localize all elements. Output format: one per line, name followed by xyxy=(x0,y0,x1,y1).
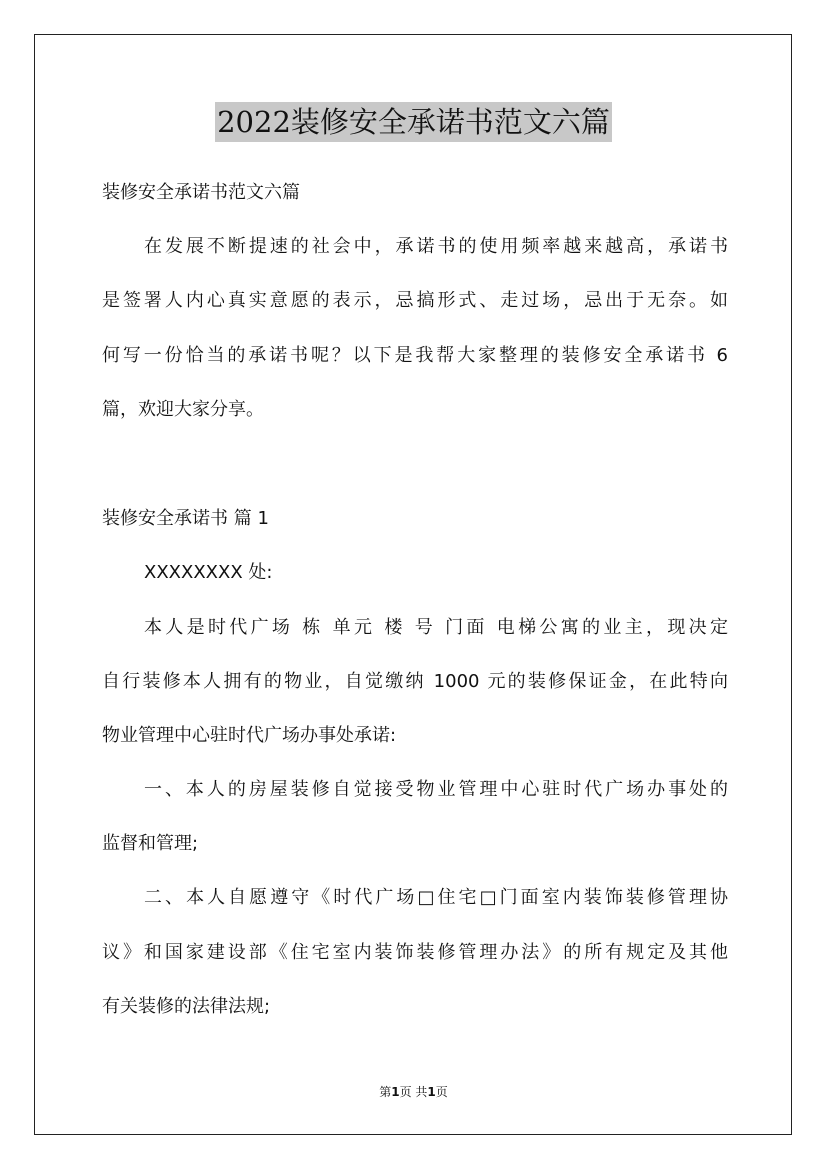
current-page-number: 1 xyxy=(391,1085,400,1099)
section-heading: 装修安全承诺书 篇 1 xyxy=(102,508,269,529)
intro-paragraph-line: 在发展不断提速的社会中，承诺书的使用频率越来越高，承诺书 xyxy=(144,236,728,257)
page-footer xyxy=(0,1083,827,1101)
list-item-line: 有关装修的法律法规; xyxy=(102,996,271,1017)
footer-suffix: 页 xyxy=(435,1085,448,1099)
total-page-number: 1 xyxy=(427,1085,436,1099)
list-item-line: 议》和国家建设部《住宅室内装饰装修管理办法》的所有规定及其他 xyxy=(102,942,728,963)
intro-paragraph-line: 篇，欢迎大家分享。 xyxy=(102,399,264,420)
title-area xyxy=(0,102,827,142)
list-item-line: 一、本人的房屋装修自觉接受物业管理中心驻时代广场办事处的 xyxy=(144,779,728,800)
intro-paragraph-line: 何写一份恰当的承诺书呢？以下是我帮大家整理的装修安全承诺书 6 xyxy=(102,345,728,366)
intro-paragraph-line: 是签署人内心真实意愿的表示，忌搞形式、走过场，忌出于无奈。如 xyxy=(102,290,728,311)
salutation: XXXXXXXX 处: xyxy=(144,562,273,583)
footer-mid: 页 共 xyxy=(399,1085,428,1099)
document-title: 2022装修安全承诺书范文六篇 xyxy=(215,102,612,142)
subtitle: 装修安全承诺书范文六篇 xyxy=(102,182,300,203)
footer-prefix: 第 xyxy=(379,1085,392,1099)
paragraph-line: 自行装修本人拥有的物业，自觉缴纳 1000 元的装修保证金，在此特向 xyxy=(102,671,728,692)
list-item-line: 二、本人自愿遵守《时代广场□住宅□门面室内装饰装修管理协 xyxy=(144,887,728,908)
paragraph-line: 本人是时代广场 栋 单元 楼 号 门面 电梯公寓的业主，现决定 xyxy=(144,617,728,638)
paragraph-line: 物业管理中心驻时代广场办事处承诺: xyxy=(102,725,397,746)
list-item-line: 监督和管理; xyxy=(102,833,199,854)
